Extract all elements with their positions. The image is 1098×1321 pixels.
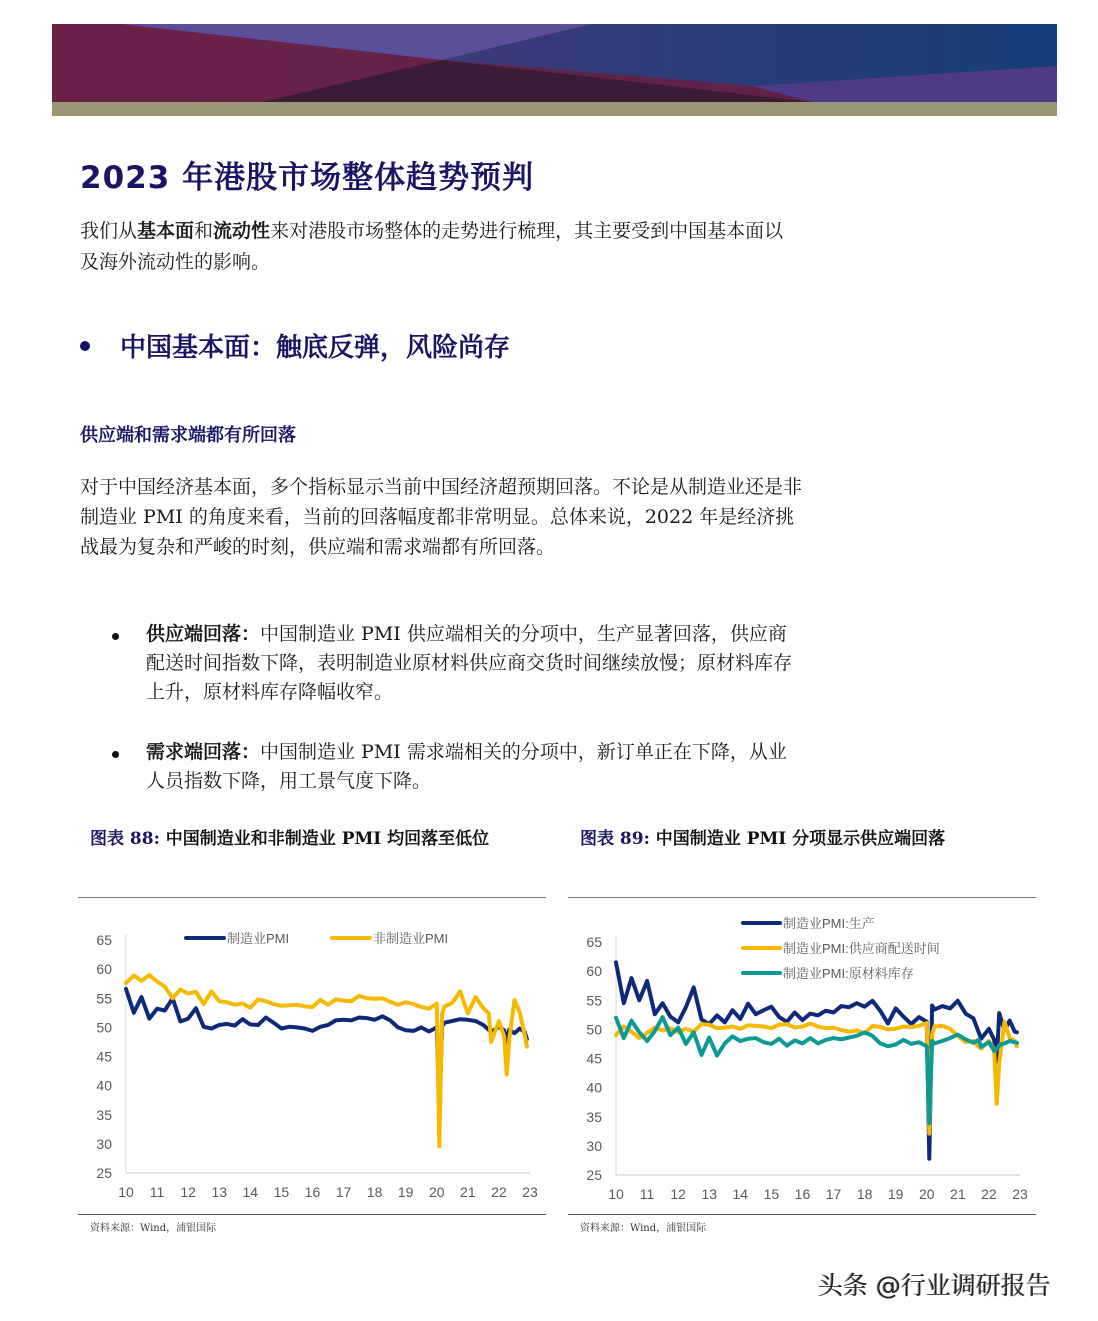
x-tick-label: 18: [856, 1186, 873, 1202]
watermark: 头条 @行业调研报告: [818, 1271, 1051, 1300]
intro-text: 我们从: [80, 220, 138, 242]
bullet-text: 中国制造业 PMI 需求端相关的分项中，新订单正在下降，从业人员指数下降，用工景气度下降。: [146, 741, 787, 792]
y-tick-label: 25: [96, 1165, 112, 1181]
y-tick-label: 55: [586, 992, 602, 1009]
y-tick-label: 25: [586, 1167, 602, 1183]
x-tick-label: 12: [670, 1186, 686, 1202]
x-tick-label: 20: [428, 1184, 445, 1200]
x-tick-label: 10: [118, 1184, 134, 1200]
bullet-dot-icon: [112, 751, 119, 758]
legend-label: 非制造业PMI: [373, 931, 449, 946]
figure-title-text: 中国制造业和非制造业 PMI 均回落至低位: [165, 829, 490, 849]
y-tick-label: 30: [586, 1137, 602, 1154]
legend-label: 制造业PMI:供应商配送时间: [783, 941, 940, 956]
x-tick-label: 10: [608, 1186, 624, 1202]
bullet-bold-label: 供应端回落：: [146, 623, 261, 645]
x-tick-label: 21: [950, 1186, 966, 1202]
x-tick-label: 12: [180, 1184, 196, 1200]
y-tick-label: 35: [96, 1106, 112, 1123]
y-tick-label: 40: [586, 1079, 602, 1096]
figure-89-source: 资料来源：Wind，浦银国际: [580, 1223, 707, 1234]
bullet-dot-icon: [112, 633, 119, 640]
x-tick-label: 16: [794, 1186, 811, 1202]
x-tick-label: 23: [522, 1184, 538, 1200]
x-tick-label: 15: [763, 1186, 780, 1202]
x-tick-label: 19: [397, 1184, 414, 1200]
y-tick-label: 35: [586, 1108, 602, 1125]
bullet-text: 中国制造业 PMI 供应端相关的分项中，生产显著回落，供应商配送时间指数下降，表明制造业原材料供应商交货时间继续放慢；原材料库存上升，原材料库存降幅收窄。: [146, 623, 793, 703]
x-tick-label: 14: [732, 1186, 749, 1202]
figure-label: 图表 88:: [90, 829, 160, 849]
x-tick-label: 15: [273, 1184, 290, 1200]
x-tick-label: 14: [242, 1184, 259, 1200]
bullet-bold-label: 需求端回落：: [146, 741, 261, 763]
x-tick-label: 17: [825, 1186, 842, 1202]
intro-text: 和: [194, 220, 214, 242]
body-paragraph: 对于中国经济基本面，多个指标显示当前中国经济超预期回落。不论是从制造业还是非制造业 PMI 的角度来看，当前的回落幅度都非常明显。总体来说，2022 年是经济挑战最为复杂和严峻的时刻，供应端和需求端都有所回落。: [80, 476, 803, 558]
header-banner: [52, 24, 1057, 116]
section-heading: [80, 327, 510, 364]
figure-88-title: [90, 826, 545, 852]
intro-bold-liquidity: 流动性: [213, 220, 271, 242]
x-tick-label: 22: [491, 1184, 507, 1200]
page-title: 2023 年港股市场整体趋势预判: [80, 160, 535, 196]
x-tick-label: 11: [149, 1184, 165, 1200]
y-tick-label: 30: [96, 1135, 112, 1152]
sub-heading: 供应端和需求端都有所回落: [80, 425, 296, 446]
y-tick-label: 50: [586, 1021, 602, 1038]
figure-89-frame: [568, 897, 1036, 1215]
x-tick-label: 18: [366, 1184, 383, 1200]
x-tick-label: 20: [918, 1186, 935, 1202]
figure-88-source: 资料来源：Wind，浦银国际: [90, 1223, 217, 1234]
figure-title-text: 中国制造业 PMI 分项显示供应端回落: [655, 829, 946, 849]
y-tick-label: 60: [96, 961, 112, 978]
y-tick-label: 60: [586, 963, 602, 980]
figure-89-title: [580, 826, 1035, 852]
chart-88-pmi: [78, 898, 546, 1214]
banner-graphic: [52, 24, 1057, 116]
legend-label: 制造业PMI:原材料库存: [783, 966, 914, 981]
x-tick-label: 17: [335, 1184, 352, 1200]
y-tick-label: 50: [96, 1019, 112, 1036]
legend-label: 制造业PMI:生产: [783, 916, 875, 931]
y-tick-label: 65: [96, 932, 112, 948]
x-tick-label: 16: [304, 1184, 321, 1200]
legend-label: 制造业PMI: [227, 931, 290, 946]
x-tick-label: 13: [701, 1186, 718, 1202]
y-tick-label: 55: [96, 990, 112, 1007]
intro-text: 来对港股市场整体的走势进行梳理，其主要受到中国基本面以及海外流动性的影响。: [80, 220, 784, 273]
intro-bold-fundamentals: 基本面: [137, 220, 195, 242]
y-tick-label: 40: [96, 1077, 112, 1094]
x-tick-label: 19: [887, 1186, 904, 1202]
y-tick-label: 65: [586, 934, 602, 950]
chart-89-pmi-subindex: [568, 898, 1036, 1214]
figure-88-frame: [78, 897, 546, 1215]
section-heading-text: 中国基本面：触底反弹，风险尚存: [120, 333, 511, 363]
y-tick-label: 45: [96, 1048, 112, 1065]
x-tick-label: 13: [211, 1184, 228, 1200]
x-tick-label: 22: [981, 1186, 997, 1202]
series-line: [616, 1022, 1017, 1134]
y-tick-label: 45: [586, 1050, 602, 1067]
x-tick-label: 23: [1012, 1186, 1028, 1202]
series-line: [126, 975, 527, 1146]
x-tick-label: 21: [460, 1184, 476, 1200]
bullet-dot-icon: [80, 341, 90, 351]
bullet-item-demand: [112, 738, 804, 796]
x-tick-label: 11: [639, 1186, 655, 1202]
bullet-item-supply: [112, 620, 804, 707]
series-line: [616, 962, 1017, 1158]
intro-paragraph: [80, 216, 800, 278]
figure-label: 图表 89:: [580, 829, 650, 849]
